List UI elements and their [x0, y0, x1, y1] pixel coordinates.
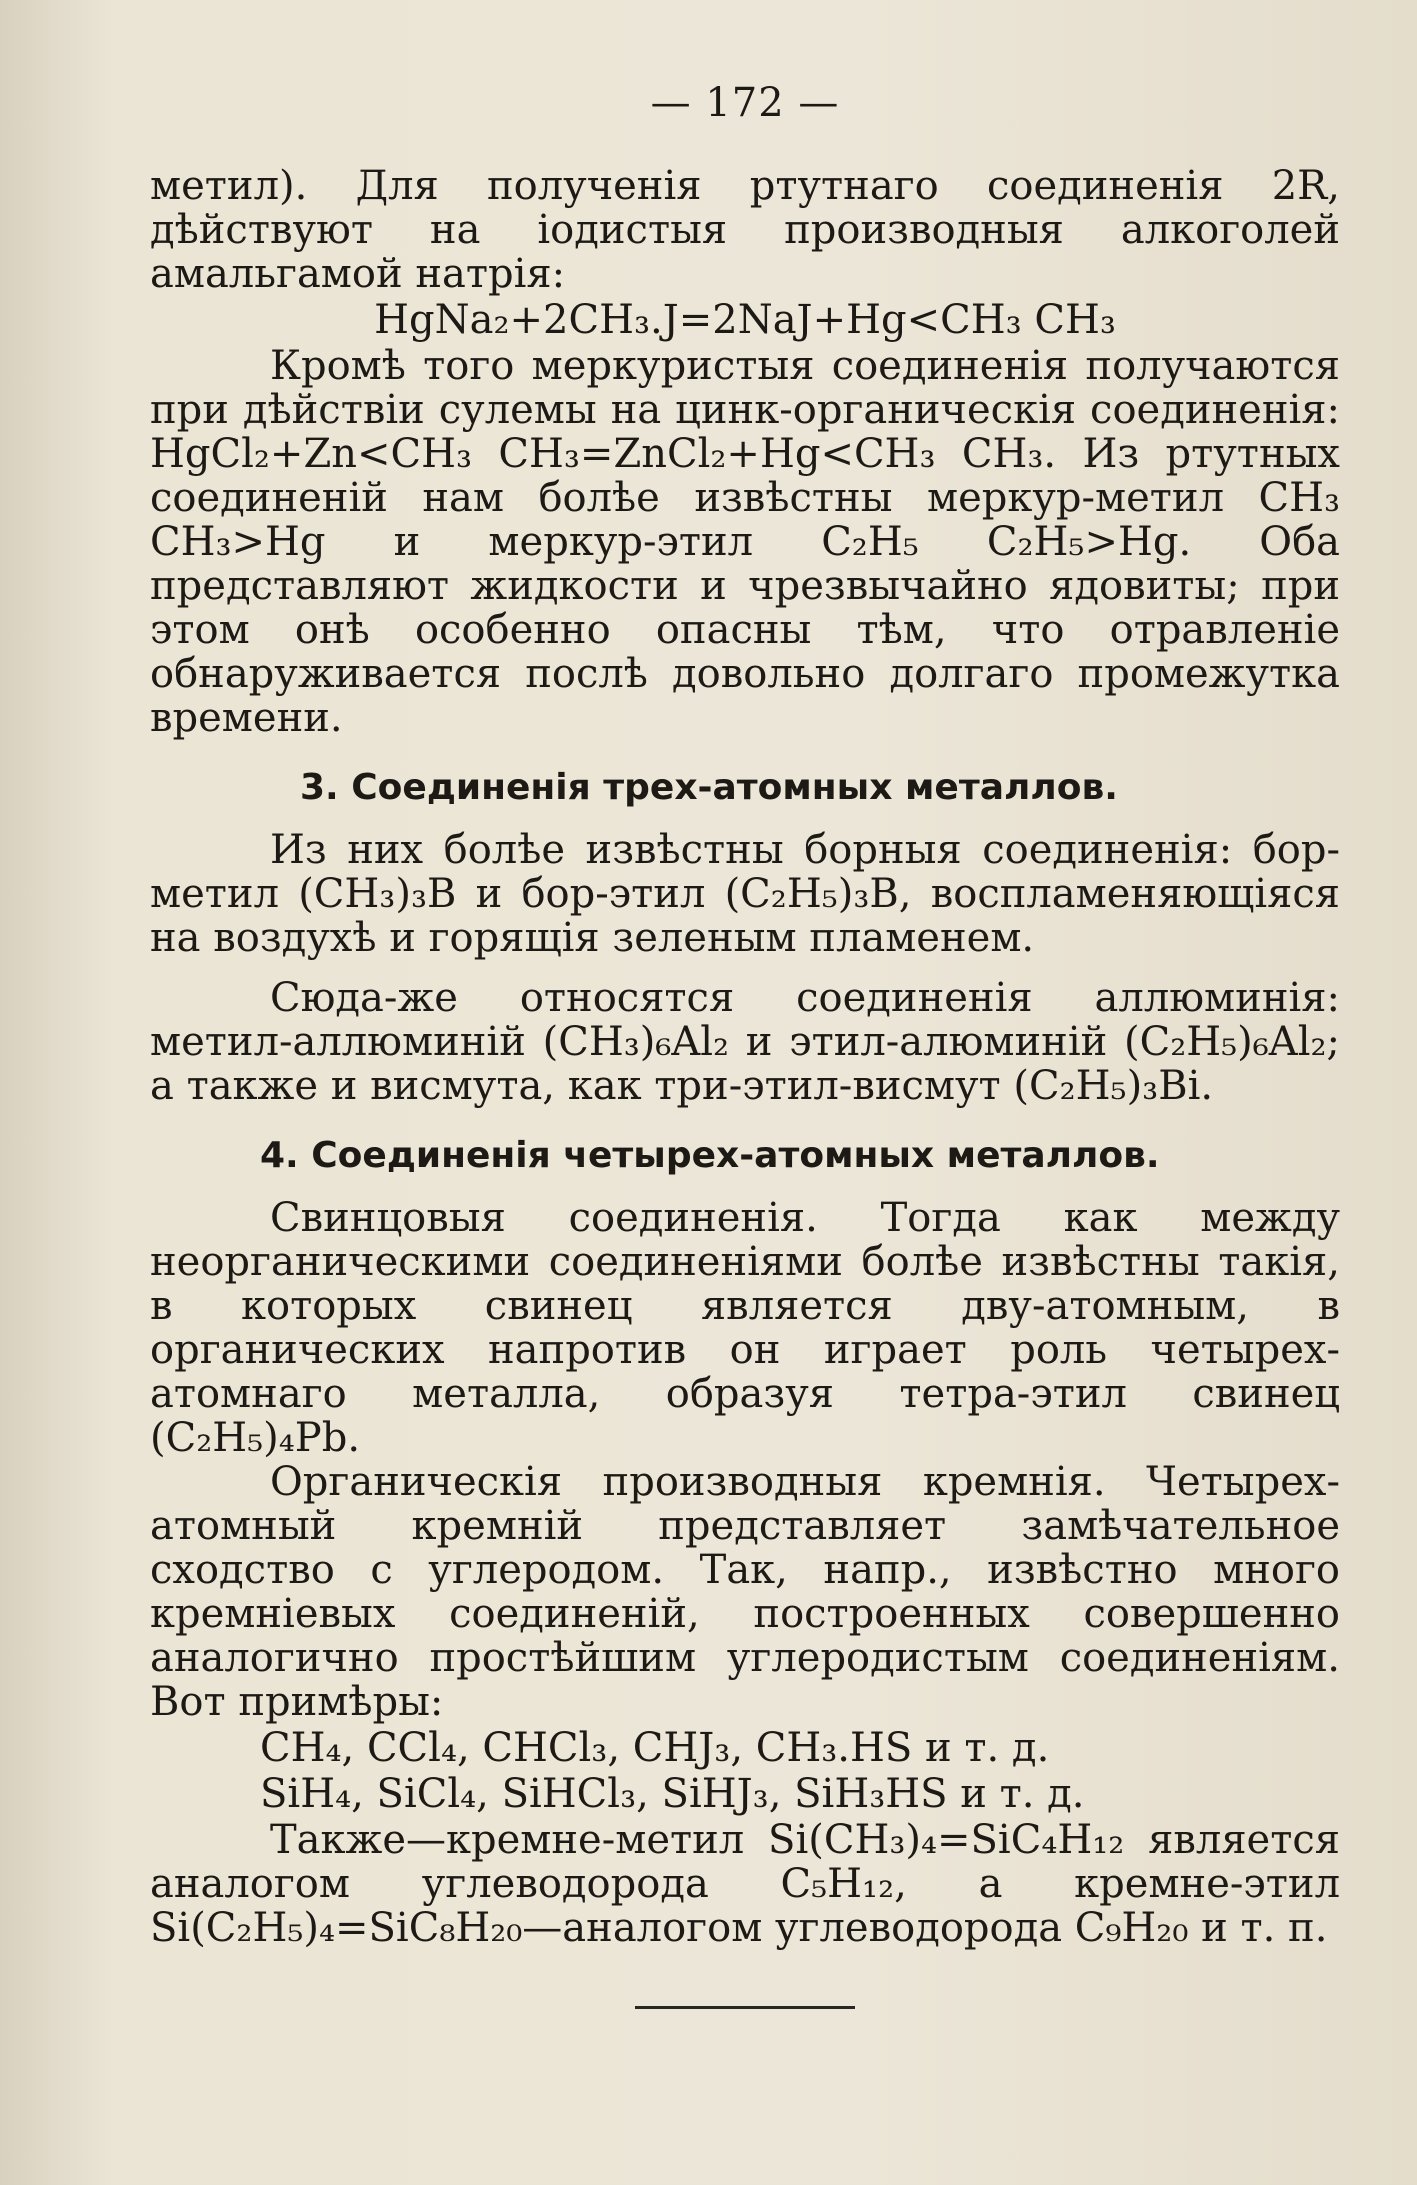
section-heading-3: 3. Соединенія трех-атомных металлов.	[300, 767, 1118, 808]
page-content	[150, 80, 1340, 2009]
section-heading-4: 4. Соединенія четырех-атомных металлов.	[260, 1135, 1160, 1176]
paragraph-mercury-compounds: Кромѣ того меркуристыя соединенія получаются при дѣйствіи сулемы на цинк-органическія соединенія: HgCl₂+Zn<CH₃ CH₃=ZnCl₂+Hg<CH₃ CH₃. Из ртутных соединеній нам болѣе извѣстны меркур-метил CH₃ CH₃>Hg и меркур-этил C₂H₅ C₂H₅>Hg. Оба представляют жидкости и чрезвычайно ядовиты; при этом онѣ особенно опасны тѣм, что отравленіе обнаруживается послѣ довольно долгаго промежутка времени.	[150, 343, 1340, 741]
paragraph-silicon-analogues: Также—кремне-метил Si(CH₃)₄=SiC₄H₁₂ является аналогом углеводорода C₅H₁₂, а кремне-этил Si(C₂H₅)₄=SiC₈H₂₀—аналогом углеводорода C₉H₂₀ и т. п.	[150, 1817, 1340, 1951]
formula-mercury-synthesis: HgNa₂+2CH₃.J=2NaJ+Hg<CH₃ CH₃	[374, 297, 1116, 343]
formula-silicon-series: SiH₄, SiCl₄, SiHCl₃, SiHJ₃, SiH₃HS и т. д.	[260, 1771, 1085, 1817]
paragraph-lead: Свинцовыя соединенія. Тогда как между неорганическими соединеніями болѣе извѣстны такія, в которых свинец является дву-атомным, в органических напротив он играет роль четырех-атомнаго металла, образуя тетра-этил свинец (C₂H₅)₄Pb.	[150, 1195, 1340, 1461]
formula-carbon-series: CH₄, CCl₄, CHCl₃, CHJ₃, CH₃.HS и т. д.	[260, 1725, 1050, 1771]
paragraph-boron: Из них болѣе извѣстны борныя соединенія: бор-метил (CH₃)₃B и бор-этил (C₂H₅)₃B, воспламеняющіяся на воздухѣ и горящія зеленым пламенем.	[150, 827, 1340, 961]
paragraph-mercury-intro: метил). Для полученія ртутнаго соединенія 2R, дѣйствуют на іодистыя производныя алкоголей амальгамой натрія:	[150, 163, 1340, 297]
paragraph-aluminium-bismuth: Сюда-же относятся соединенія аллюминія: метил-аллюминій (CH₃)₆Al₂ и этил-алюминій (C₂H₅)₆Al₂; а также и висмута, как три-этил-висмут (C₂H₅)₃Bi.	[150, 975, 1340, 1109]
page-number: — 172 —	[650, 80, 840, 126]
end-rule	[635, 2006, 855, 2009]
paragraph-silicon: Органическія производныя кремнія. Четырех-атомный кремній представляет замѣчательное сходство с углеродом. Так, напр., извѣстно много кремніевых соединеній, построенных совершенно аналогично простѣйшим углеродистым соединеніям. Вот примѣры:	[150, 1459, 1340, 1725]
